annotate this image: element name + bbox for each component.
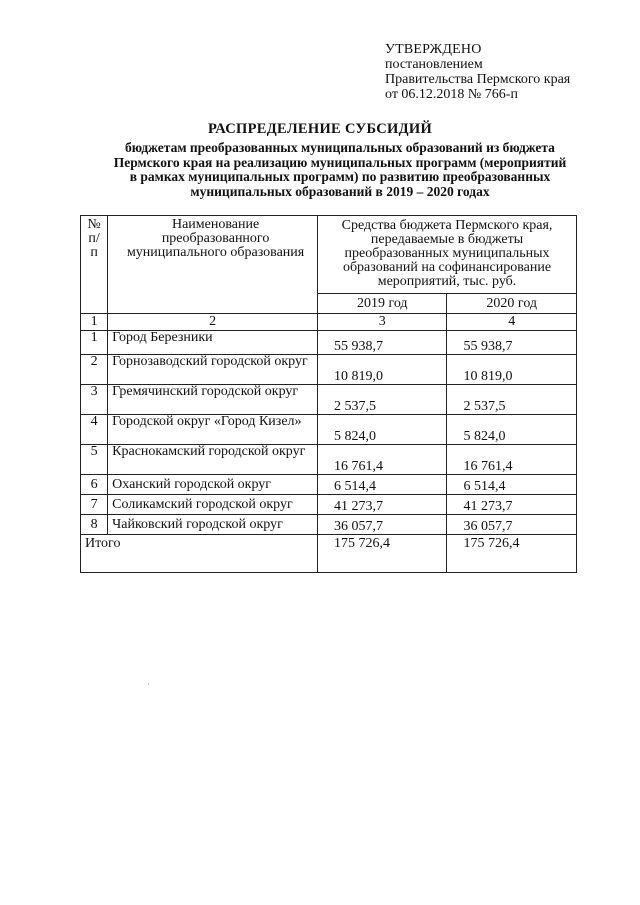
table-row xyxy=(81,355,577,385)
row-value-2019: 2 537,5 xyxy=(318,385,447,415)
subsidy-table xyxy=(80,215,577,573)
total-label: Итого xyxy=(81,535,318,573)
row-num: 8 xyxy=(81,515,108,535)
approval-heading: УТВЕРЖДЕНО xyxy=(385,42,482,57)
subtitle-line-4: муниципальных образований в 2019 – 2020 годах xyxy=(190,183,490,199)
document-subtitle xyxy=(70,141,610,199)
table-row xyxy=(81,415,577,445)
row-value-2020: 2 537,5 xyxy=(447,385,577,415)
column-index: 4 xyxy=(447,314,577,331)
table-row xyxy=(81,495,577,515)
row-value-2019: 10 819,0 xyxy=(318,355,447,385)
approval-line-2: Правительства Пермского края xyxy=(385,72,571,87)
row-num: 3 xyxy=(81,385,108,415)
row-num: 6 xyxy=(81,475,108,495)
row-value-2020: 6 514,4 xyxy=(447,475,577,495)
approval-line-3: от 06.12.2018 № 766-п xyxy=(385,87,518,102)
column-index: 2 xyxy=(108,314,318,331)
table-row xyxy=(81,331,577,355)
row-value-2020: 16 761,4 xyxy=(447,445,577,475)
row-name: Чайковский городской округ xyxy=(108,515,318,535)
row-value-2020: 10 819,0 xyxy=(447,355,577,385)
table-row xyxy=(81,515,577,535)
row-name: Оханский городской округ xyxy=(108,475,318,495)
subtitle-line-1: бюджетам преобразованных муниципальных образований из бюджета xyxy=(125,140,555,155)
row-name: Гремячинский городской округ xyxy=(108,385,318,415)
table-row xyxy=(81,445,577,475)
total-value-2020: 175 726,4 xyxy=(447,535,577,573)
subtitle-line-3: в рамках муниципальных программ) по развитию преобразованных xyxy=(129,169,551,184)
row-num: 5 xyxy=(81,445,108,475)
row-num: 2 xyxy=(81,355,108,385)
table-row xyxy=(81,475,577,495)
row-value-2020: 41 273,7 xyxy=(447,495,577,515)
header-num: № п/п xyxy=(81,216,108,314)
row-name: Горнозаводский городской округ xyxy=(108,355,318,385)
total-row xyxy=(81,535,577,573)
table-header-row xyxy=(81,216,577,294)
row-value-2019: 55 938,7 xyxy=(318,331,447,355)
row-value-2019: 36 057,7 xyxy=(318,515,447,535)
row-value-2020: 5 824,0 xyxy=(447,415,577,445)
row-value-2019: 16 761,4 xyxy=(318,445,447,475)
approval-line-1: постановлением xyxy=(385,57,483,72)
column-index: 3 xyxy=(318,314,447,331)
row-name: Городской округ «Город Кизел» xyxy=(108,415,318,445)
column-index: 1 xyxy=(81,314,108,331)
row-value-2019: 5 824,0 xyxy=(318,415,447,445)
table-row xyxy=(81,385,577,415)
header-name: Наименование преобразованного муниципального образования xyxy=(108,216,318,314)
row-name: Соликамский городской округ xyxy=(108,495,318,515)
row-num: 4 xyxy=(81,415,108,445)
total-value-2019: 175 726,4 xyxy=(318,535,447,573)
subtitle-line-2: Пермского края на реализацию муниципальных программ (мероприятий xyxy=(113,154,567,170)
row-name: Краснокамский городской округ xyxy=(108,445,318,475)
row-name: Город Березники xyxy=(108,331,318,355)
document-title: РАСПРЕДЕЛЕНИЕ СУБСИДИЙ xyxy=(207,121,433,137)
row-value-2020: 55 938,7 xyxy=(447,331,577,355)
row-value-2019: 41 273,7 xyxy=(318,495,447,515)
header-funds: Средства бюджета Пермского края, передаваемые в бюджеты преобразованных муниципальных образований на софинансирование мероприятий, тыс. руб. xyxy=(318,216,577,294)
header-year-2020: 2020 год xyxy=(447,294,577,314)
row-value-2019: 6 514,4 xyxy=(318,475,447,495)
column-index-row xyxy=(81,314,577,331)
row-num: 7 xyxy=(81,495,108,515)
row-value-2020: 36 057,7 xyxy=(447,515,577,535)
approval-block xyxy=(385,42,570,102)
header-year-2019: 2019 год xyxy=(318,294,447,314)
scan-speck xyxy=(148,683,149,685)
row-num: 1 xyxy=(81,331,108,355)
